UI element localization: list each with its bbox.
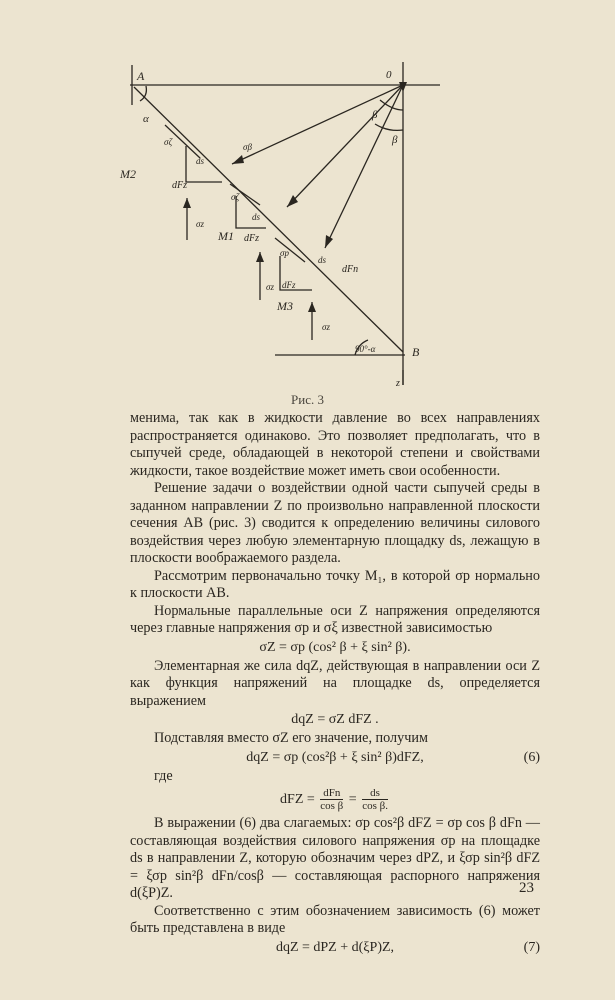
label-ds-3: ds: [318, 255, 327, 265]
label-B: B: [412, 345, 420, 359]
equation-dFz: dFZ = $\frac{\text{dFn}}{\text{cos β}}$ = $\frac{ds}{\text{cos β.}}$: [280, 787, 388, 813]
paragraph-5: Элементарная же сила dqZ, действующая в направлении оси Z как функция напряжений на площадке ds, определяется выражением: [130, 657, 540, 709]
label-alpha-top: α: [143, 113, 149, 125]
paragraph-8: Соответственно с этим обозначением зависимость (6) может быть представлена в виде: [130, 902, 540, 936]
label-sigma-beta: σβ: [243, 142, 252, 152]
paragraph-1: менима, так как в жидкости давление во всех направлениях распространяется одинаково. Это позволяет предполагать, что в сыпучей среде, обладающей в некоторой степени и свойствами жидкости, такое воздействие может иметь свои особенности.: [130, 410, 540, 479]
paragraph-6: Подставляя вместо σZ его значение, получим: [154, 730, 428, 746]
paragraph-4: Нормальные параллельные оси Z напряжения определяются через главные напряжения σp и σξ известной зависимостью: [130, 602, 540, 636]
paragraph-2: Решение задачи о воздействии одной части сыпучей среды в заданном направлении Z по произвольно направленной плоскости сечения AB (рис. 3) сводится к определению величины силового воздействия через любую элементарную площадку ds, лежащую в плоскости воображаемого раздела.: [130, 480, 540, 566]
label-dFz-1: dFz: [172, 180, 187, 191]
label-dFn: dFn: [342, 264, 359, 275]
ray-O-3: [325, 85, 403, 248]
page-number: 23: [519, 880, 534, 896]
paragraph-7: В выражении (6) два слагаемых: σp cos²β dFZ = σp cos β dFn — составляющая воздействия силового напряжения σp на площадке ds в направлении Z, которую обозначим через dPZ, и ξσp sin²β dFZ = ξσp sin²β dFn/cosβ — составляющая распорного напряжения d(ξP)Z.: [130, 815, 540, 901]
figure-3: [0, 0, 615, 395]
label-dFz-3: dFz: [282, 280, 296, 290]
label-sigma-z-3: σz: [322, 322, 330, 332]
body-text: [130, 410, 540, 958]
label-alpha-bottom: 90°-α: [355, 344, 376, 354]
label-M3: M3: [277, 299, 293, 313]
label-beta-side: β: [392, 134, 398, 146]
equation-number-7: (7): [523, 939, 540, 955]
label-sigma-z-1: σz: [196, 219, 204, 229]
label-dFz-2: dFz: [244, 233, 259, 244]
label-M2: M2: [120, 167, 136, 181]
paragraph-where: где: [154, 767, 173, 784]
label-O: 0: [386, 69, 392, 81]
label-beta-top: β: [372, 109, 378, 121]
equation-sigma-z: σZ = σp (cos² β + ξ sin² β).: [259, 639, 411, 655]
equation-6: dqZ = σp (cos²β + ξ sin² β)dFZ, (6): [130, 748, 540, 768]
label-sigma-zeta-2: σζ: [231, 192, 240, 202]
label-z: z: [396, 378, 400, 389]
equation-dqz: dqZ = σZ dFZ .: [291, 712, 379, 727]
equation-number-6: (6): [523, 749, 540, 765]
label-ds-1: ds: [196, 156, 205, 166]
label-sigma-p: σp: [280, 248, 289, 258]
label-ds-2: ds: [252, 212, 261, 222]
ray-O-2: [287, 85, 403, 207]
ray-O-1: [232, 85, 403, 164]
equation-7: dqZ = dPZ + d(ξP)Z, (7): [130, 938, 540, 958]
label-M1: M1: [218, 229, 234, 243]
label-sigma-zeta-1: σζ: [164, 137, 173, 147]
label-sigma-z-2: σz: [266, 282, 274, 292]
paragraph-3: Рассмотрим первоначально точку M₁, в которой σp нормально к плоскости AB.: [130, 567, 540, 601]
figure-caption: Рис. 3: [291, 392, 324, 407]
label-A: A: [137, 69, 145, 83]
